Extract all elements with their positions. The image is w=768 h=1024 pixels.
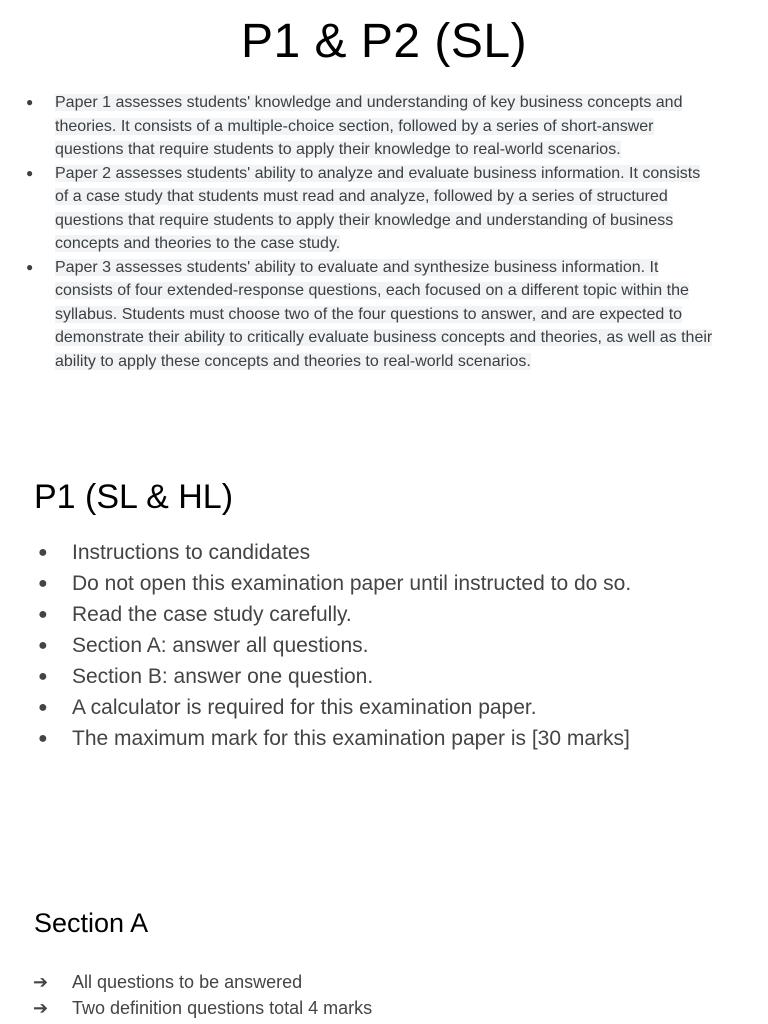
arrow-right-icon: ➔ <box>33 998 49 1018</box>
arrow-right-icon: ➔ <box>33 972 49 992</box>
bullet-icon: ● <box>38 668 48 685</box>
list-item <box>0 599 768 630</box>
list-item <box>0 568 768 599</box>
instruction-text: A calculator is required for this examination paper. <box>72 696 537 719</box>
bullet-icon: ● <box>38 575 48 592</box>
section-a-heading: Section A <box>34 908 149 938</box>
instruction-text: Section B: answer one question. <box>72 665 374 688</box>
bullet-icon: ● <box>38 730 48 747</box>
list-item <box>0 630 768 661</box>
bullet-icon: ● <box>38 606 48 623</box>
list-item <box>0 692 768 723</box>
list-item <box>0 91 715 162</box>
instruction-text: Section A: answer all questions. <box>72 634 369 657</box>
paper-1-description: Paper 1 assesses students' knowledge and understanding of key business concepts and theories. It consists of a multiple-choice section, followed by a series of short-answer questions that require students to apply their knowledge to real-world scenarios. <box>55 94 683 158</box>
paper-description-list <box>0 91 768 373</box>
bullet-icon: ● <box>26 95 34 109</box>
section-a-points <box>0 969 768 1021</box>
paper-2-description: Paper 2 assesses students' ability to analyze and evaluate business information. It consists of a case study that students must read and analyze, followed by a series of structured questions that require students to apply their knowledge and understanding of business concepts and theories to the case study. <box>55 164 701 252</box>
list-item <box>0 723 768 754</box>
bullet-icon: ● <box>38 699 48 716</box>
bullet-icon: ● <box>26 259 34 274</box>
list-item <box>0 162 715 256</box>
list-item <box>0 256 715 374</box>
instructions-list <box>0 537 768 754</box>
bullet-icon: ● <box>38 637 48 654</box>
instruction-text: Read the case study carefully. <box>72 603 352 626</box>
section-a-point: Two definition questions total 4 marks <box>72 998 373 1018</box>
bullet-icon: ● <box>26 165 34 180</box>
instruction-text: Do not open this examination paper until instructed to do so. <box>72 572 632 595</box>
page-title: P1 & P2 (SL) <box>240 15 528 68</box>
list-item <box>0 537 768 568</box>
bullet-icon: ● <box>38 544 48 561</box>
list-item <box>0 661 768 692</box>
instruction-text: The maximum mark for this examination paper is [30 marks] <box>72 727 630 750</box>
list-item <box>0 969 768 995</box>
list-item <box>0 995 768 1021</box>
paper-3-description: Paper 3 assesses students' ability to evaluate and synthesize business information. It consists of four extended-response questions, each focused on a different topic within the syllabus. Students must choose two of the four questions to answer, and are expected to demonstrate their ability to critically evaluate business concepts and theories, as well as their ability to apply these concepts and theories to real-world scenarios. <box>55 258 713 370</box>
section-a-point: All questions to be answered <box>72 972 303 992</box>
instruction-text: Instructions to candidates <box>72 541 311 564</box>
p1-heading: P1 (SL & HL) <box>34 478 234 516</box>
